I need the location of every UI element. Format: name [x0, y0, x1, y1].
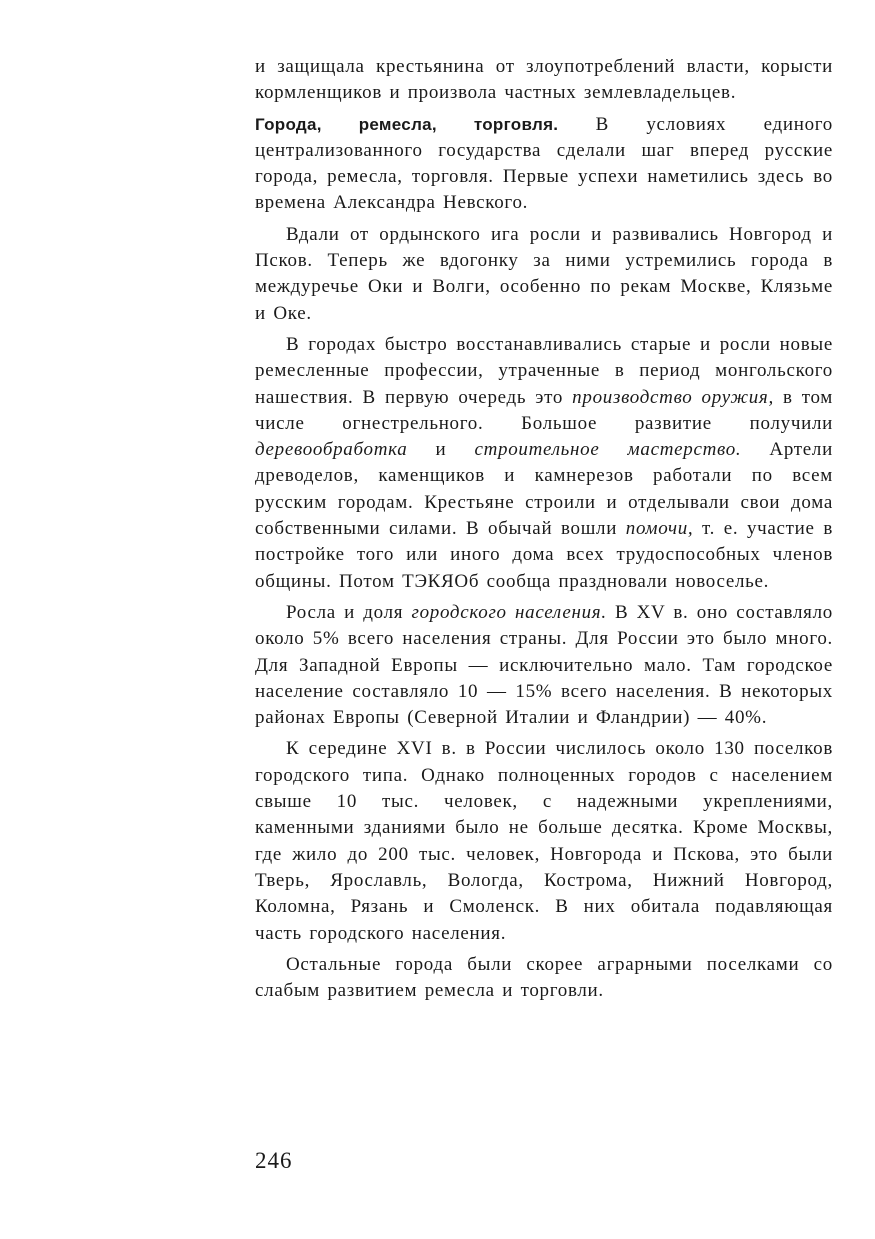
- paragraph-continuation: и защищала крестьянина от злоупотреблений власти, корысти кормленщиков и произвола частных землевладельцев.: [255, 56, 833, 104]
- italic-term: производство оружия,: [572, 386, 774, 408]
- paragraph-text: и: [407, 439, 475, 461]
- paragraph-section-start: [255, 112, 833, 217]
- paragraph-text: В условиях единого централизованного государства сделали шаг вперед русские города, ремесла, торговля. Первые успехи наметились здесь во времена Александра Невского.: [255, 113, 833, 214]
- italic-term: деревообработка: [255, 439, 408, 461]
- italic-term: городского населения.: [411, 601, 607, 623]
- page-number: 246: [255, 1148, 293, 1173]
- paragraph-other-towns: Остальные города были скорее аграрными поселками со слабым развитием ремесла и торговли.: [255, 953, 833, 1002]
- page-body: [255, 54, 833, 1004]
- section-heading: Города, ремесла, торговля.: [255, 114, 559, 134]
- paragraph: Вдали от ордынского ига росли и развивались Новгород и Псков. Теперь же вдогонку за ними устремились города в междуречье Оки и Волги, особенно по рекам Москве, Клязьме и Оке.: [255, 223, 833, 324]
- paragraph-text: Росла и доля: [286, 601, 412, 623]
- paragraph-crafts: [255, 332, 833, 595]
- paragraph-text: В XV в. оно составляло около 5% всего населения страны. Для России это было много. Для Западной Европы — исключительно мало. Там городское население составляло 10 — 15% всего населения. В некоторых районах Европы (Северной Италии и Фландрии) — 40%.: [255, 601, 833, 729]
- paragraph-text: В городах быстро восстанавливались старые и росли новые ремесленные профессии, утраченные в период монгольского нашествия. В первую очередь это: [255, 333, 833, 408]
- italic-term: строительное мастерство.: [474, 439, 742, 461]
- paragraph-text: Артели древоделов, каменщиков и камнерезов работали по всем русским городам. Крестьяне строили и отделывали свои дома собственными силами. В обычай вошли: [255, 439, 833, 540]
- paragraph-population: [255, 600, 833, 731]
- paragraph-cities: К середине XVI в. в России числилось около 130 поселков городского типа. Однако полноценных городов с населением свыше 10 тыс. человек, с надежными укреплениями, каменными зданиями было не больше десятка. Кроме Москвы, где жило до 200 тыс. человек, Новгорода и Пскова, это были Тверь, Ярославль, Вологда, Кострома, Нижний Новгород, Коломна, Рязань и Смоленск. В них обитала подавляющая часть городского населения.: [255, 738, 833, 944]
- paragraph-text: в том числе огнестрельного. Большое развитие получили: [255, 386, 834, 434]
- italic-term: помочи,: [625, 518, 694, 540]
- paragraph-text: т. е. участие в постройке того или иного дома всех трудоспособных членов общины. Потом ТЭКЯОб сообща праздновали новоселье.: [255, 518, 833, 592]
